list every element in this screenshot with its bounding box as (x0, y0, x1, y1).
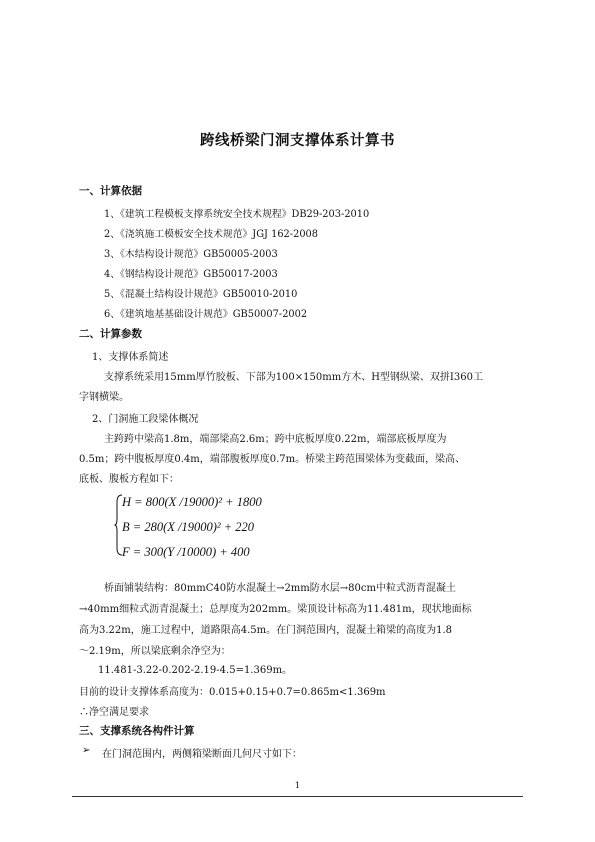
section-heading-parameters: 二、计算参数 (79, 328, 142, 340)
reference-item: 5、《混凝土结构设计规范》GB50010-2010 (104, 289, 298, 300)
paragraph-line: 支撑系统采用15mm厚竹胶板、下部为100×150mm方木、H型钢纵梁、双拼I360工 (104, 372, 483, 383)
equation-bottom-slab: B = 280(X /19000)² + 220 (122, 520, 255, 534)
reference-item: 3、《木结构设计规范》GB50005-2003 (104, 249, 278, 260)
paragraph-line: 主跨跨中梁高1.8m，端部梁高2.6m；跨中底板厚度0.22m，端部底板厚度为 (104, 434, 447, 445)
paragraph-line: 高为3.22m，施工过程中，道路限高4.5m。在门洞范围内，混凝土箱梁的高度为1.8 (79, 625, 453, 636)
paragraph-line: 字钢横梁。 (79, 392, 129, 403)
calculation-line: 11.481-3.22-0.202-2.19-4.5=1.369m。 (98, 665, 293, 676)
equation-height: H = 800(X /19000)² + 1800 (122, 495, 262, 509)
section-heading-calculation: 三、支撑系统各构件计算 (79, 725, 195, 737)
subsection-heading: 1、支撑体系简述 (92, 352, 169, 363)
bullet-icon: ➢ (82, 745, 91, 756)
reference-item: 4、《钢结构设计规范》GB50017-2003 (104, 269, 278, 280)
bullet-item: 在门洞范围内，两侧箱梁断面几何尺寸如下： (102, 749, 302, 760)
reference-item: 2、《浇筑施工模板安全技术规范》JGJ 162-2008 (104, 229, 319, 240)
reference-item: 6、《建筑地基基础设计规范》GB50007-2002 (104, 309, 308, 320)
document-title: 跨线桥梁门洞支撑体系计算书 (200, 132, 395, 149)
design-height-line: 目前的设计支撑体系高度为：0.015+0.15+0.7=0.865m<1.369m (79, 687, 386, 698)
equation-web: F = 300(Y /10000) + 400 (122, 545, 250, 559)
reference-item: 1、《建筑工程模板支撑系统安全技术规程》DB29-203-2010 (104, 209, 370, 220)
page-number: 1 (294, 781, 301, 791)
paragraph-line: 0.5m；跨中腹板厚度0.4m，端部腹板厚度0.7m。桥梁主跨范围梁体为变截面，梁高、 (79, 454, 466, 465)
footer-divider (72, 796, 523, 797)
paragraph-line: 桥面铺装结构：80mmC40防水混凝土→2mm防水层→80cm中粒式沥青混凝土 (104, 583, 456, 594)
section-heading-basis: 一、计算依据 (79, 185, 142, 197)
paragraph-line: 底板、腹板方程如下： (79, 474, 179, 485)
subsection-heading: 2、门洞施工段梁体概况 (92, 414, 199, 425)
conclusion-line: ∴净空满足要求 (79, 707, 149, 718)
paragraph-line: ～2.19m，所以梁底剩余净空为： (79, 646, 231, 657)
paragraph-line: →40mm细粒式沥青混凝土；总厚度为202mm。梁顶设计标高为11.481m，现状地面标 (79, 604, 472, 615)
